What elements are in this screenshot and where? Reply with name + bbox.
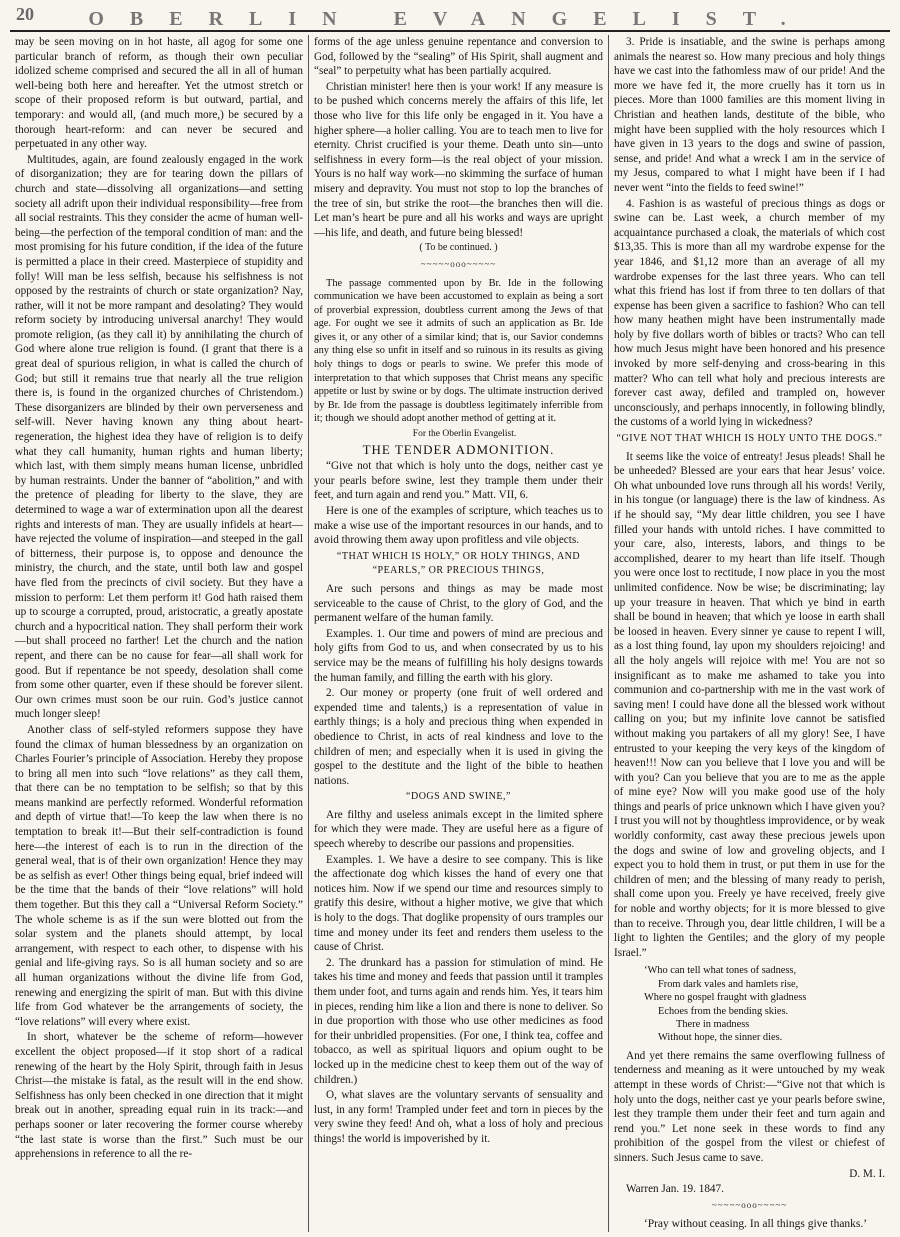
col1-paragraph: may be seen moving on in hot haste, all agog for some one particular branch of reform, as though their own peculiar idolized scheme comprised and secured the all in all of human well-being both here and hereafter. Yet the utmost stretch or scope of their proposed reform is but outward, partial, and temporary: and would all, (and much more,) be secured by a thorough heart-reform: and can never be secured and perpetuated in any other way. bbox=[15, 36, 303, 151]
poem-line: There in madness bbox=[676, 1019, 750, 1031]
col1-paragraph: Multitudes, again, are found zealously engaged in the work of disorganization; they are for tearing down the pillars of church and state—dissolving all organizations—and setting society all adrift upon their individual responsibility—free from all social restraints. This they consider the acme of human well-being—the perfection of the temporal condition of man: and the most promising for his future condition, if the idea of the future is permitted a place in their creed. Masterpiece of stupidity and folly! Will man be less selfish, because his selfishness is not opposed by the restraints of church or state organization? Nay, rather, will it not be more rampant and desolating? They would reform society by introducing universal anarchy! They would promote religion, (as they call it) by annihilating the church of God where alone true religion is found. (I grant that there is a great deal of spurious religion, in what is called the church of God; but still it remains true that nearly all the true religion there is, is found in the organized churches of Christendom.) These disorganizers are blinded by their own perverseness and self-will. Never having known any thing about heart-regeneration, the highest idea they have of religion is to deify what they call humanity, human rights and human liberty; which last, with them simply means human license, unbridled by human restraints. Under the banner of “abolition,” and with the pretence of pleading for liberty to the slave, they are determined to wage a war of extermination upon all the dearest rights and interests of man. They are usually infidels at heart—have rejected the volume of inspiration—and steeped in the gall of bitterness, their purpose is, to oppose and denounce the ministry, the church, and the state, until both law and gospel have fled from the precincts of civil society. But they have a mission to perform: Let them perform it! God hath raised them up to scourge a corrupted, proud, aristocratic, a greatly apostate church and a hypocritical nation. They shall perform their work—but shall proceed no farther! Let the church and the nation repent, and there can be no cause for fear—all shall work for good. But if repentance be not speedy, desolation shall come from some other quarter, even if these should be forever silent. Our own crimes must soon be our ruin. God’s justice cannot much longer sleep! bbox=[15, 153, 303, 721]
col2-paragraph: Are such persons and things as may be made most serviceable to the cause of Christ, to the glory of God, and the permanent welfare of the human family. bbox=[314, 582, 603, 625]
masthead bbox=[10, 6, 890, 32]
col1-paragraph: Another class of self-styled reformers suppose they have found the climax of human blessedness by an organization on Charles Fourier’s principle of Association. Hereby they propose to bring all men into such “love relations” as they call them, that there can be no temptation to be selfish; so that by this means mankind are perfectly reformed. Wonderful reformation and depth of virtue that!—To keep the law when there is no temptation to break it!—But their self-contradiction is found here—the interest of each is to run in the direction of the general weal, that is of their own organization! Hence they may be as selfish as ever! Other things being equal, brief indeed will be the time that the bands of their “love relations” will hold them together. But this they call a “Universal Reform Society.” The whole scheme is as if the sun were blotted out from the solar system and the planets should attempt, by local arrangement, with respect to each other, to dispense with his genial and life-giving rays. So is all human society and so are all human organizations without the divine life from God, renewing and energizing the spirit of man. But with this divine life from God whatever be the arrangements of society, the “love relations” will every where exist. bbox=[15, 723, 303, 1028]
dateline: Warren Jan. 19. 1847. bbox=[626, 1183, 724, 1196]
masthead-title: OBERLIN EVANGELIST. bbox=[88, 8, 812, 30]
column-2 bbox=[308, 35, 608, 1232]
col2-paragraph: Here is one of the examples of scripture, which teaches us to make a wise use of the important resources in our hands, and to avoid throwing them away upon profitless and vile objects. bbox=[314, 505, 603, 547]
col2-paragraph: Christian minister! here then is your work! If any measure is to be pushed which concerns merely the affairs of this life, let those who live for this life only be engaged in it. You have a higher sphere—a holier calling. You are to teach men to live for eternity. Christ crucified is your theme. Death unto sin—unto selfishness in every form—is the real object of your mission. Yours is no half way work—no skimming the surface of human misery and depravity. You must not stop to lop the branches of the tree of sin, but strike the root—the branches then will die. Let man’s heart be pure and all his works and ways are upright—his life, and death, and future being blessed! bbox=[314, 80, 603, 239]
section-divider: ~~~~~ooo~~~~~ bbox=[420, 258, 497, 269]
article-credit: For the Oberlin Evangelist. bbox=[412, 429, 517, 440]
col2-paragraph: Are filthy and useless animals except in the limited sphere for which they were made. They are useful here as a figure of speech whereby to describe our passions and propensities. bbox=[314, 808, 603, 851]
poem-line: From dark vales and hamlets rise, bbox=[658, 978, 799, 990]
column-1 bbox=[10, 35, 308, 1232]
closing-motto: ‘Pray without ceasing. In all things give thanks.’ bbox=[643, 1218, 868, 1231]
col2-paragraph: 2. Our money or property (one fruit of well ordered and expended time and talents,) is a representation of value in earthly things; is a holy and precious thing when expended in obedience to Christ, in acts of real kindness and love to the children of men; and especially when it is used in giving the gospel to the destitute and the light of the bible to heathen nations. bbox=[314, 687, 603, 787]
col2-paragraph: Examples. 1. Our time and powers of mind are precious and holy gifts from God to us, and when consecrated by us to his service may be the means of fulfilling his holy designs towards the human family, and filling the earth with his glory. bbox=[314, 627, 603, 684]
col1-paragraph: In short, whatever be the scheme of reform—however excellent the object proposed—if it stop short of a radical renewing of the heart by the Holy Spirit, through faith in Jesus Christ—the mistake is fatal, as the result will in the end show. Selfishness has only been checked in one direction that it might break out in another, spreading equal ruin in its track:—and perhaps sooner or later recovering the former course whereby “the last state is worse than the first.” Such must be our apprehensions in reference to all the re- bbox=[15, 1031, 303, 1161]
poem-line: Echoes from the bending skies. bbox=[658, 1005, 789, 1017]
col3-paragraph: It seems like the voice of entreaty! Jesus pleads! Shall he be unheeded? Blessed are your ears that hear Jesus’ voice. Oh what unbounded love runs through all his words! Verily, in his tongue (or language) there is the law of kindness. As if he should say, “My dear little children, you see I have filled your hands with untold riches. I have committed to your care, also, interests, labors, and things to be accomplished, dearer to my heart than life itself. Though you were once lost to rectitude, I now place in you the most unlimited confidence. Now be wise; be discriminating; lay up your treasure in heaven. That which ye bind in earth shall be bound in heaven; that which ye loose in earth shall be loosed in heaven. Every sinner ye cause to repent I will, as a lost thing found, lay upon my shoulders rejoicing! and all the holy angels will rejoice with me! You are not so insignificant as to make me ashamed to take you into communion and co-partnership with me in the vast work of saving men! I could have done all the blessed work without calling on you; but my infinite love cannot be satisfied without making you partakers of all my glory! See, I have entrusted to your keeping the very keys of the kingdom of heaven!!! Now can you believe that I love you and will be with you? Can you believe that you are to me as the apple of mine eye? Now will you make good use of the holy things and pearls of price unknown which I have given you? I trust you will not by thoughtless improvidence, or by weak worldly conformity, cast away these precious jewels upon the dogs and swine of low and groveling objects, and I expect you to hold them in trust, or put them in use for the children of men; and the blessing of many ready to perish, shall come upon you. Freely ye have received, freely give for noble and worthy objects; for it is more blessed to give than to receive. Through you, dear little children, I will be a light to lighten the Gentiles; and the glory of my people Israel.” bbox=[614, 450, 885, 959]
col3-paragraph: 3. Pride is insatiable, and the swine is perhaps among animals the nearest so. How many precious and holy things have we cast into the fathomless maw of our pride! And the more we have fed it, the more cruelly has it torn us in pieces. More than 1000 families are this moment living in Christian and heathen lands, destitute of the bible, who might have been supplied with the holy resources which I have given in 13 years to the dogs and swine of passion, sense, and pride! And what a wreck I am in the service of my Jesus, compared to what I might have been if I had never went “into the fields to feed swine!” bbox=[614, 36, 885, 194]
poem bbox=[614, 964, 885, 1044]
columns bbox=[10, 35, 890, 1232]
col3-paragraph: 4. Fashion is as wasteful of precious things as dogs or swine can be. Last week, a church member of my acquaintance purchased a cloak, the materials of which cost $13,35. This is more than all my wardrobe expense for the year 1846, and $1,12 more than an average of all my wardrobe expenses for the last three years. Who can tell what this friend has lost if from three to ten dollars of that expense has been given a sacrifice to fashion? Who can tell how many heathen might have been instrumentally made holy by five dollars worth of bibles or tracts? Who can tell how much Jesus might have been honored and his presence invoked by more self-denying and cross-bearing in this matter? Who can tell what holy and precious interests are forever cast away, defiled and trampled on, however unconsciously, and perhaps innocently, in following blindly, the customs of a world lying in wickedness? bbox=[614, 197, 885, 429]
column-3 bbox=[608, 35, 890, 1232]
quote-heading: “GIVE NOT THAT WHICH IS HOLY UNTO THE DOGS.” bbox=[616, 433, 883, 445]
col2-paragraph: “Give not that which is holy unto the dogs, neither cast ye your pearls before swine, lest they trample them under their feet, and turn again and rend you.” Matt. VII, 6. bbox=[314, 460, 603, 502]
editorial-intro: The passage commented upon by Br. Ide in the following communication we have been accustomed to explain as being a sort of proverbial expression, doubtless current among the Jews of that age. For ought we see it admits of such an application as Br. Ide gives it, or any other of a similar kind; that is, our Savior condemns any thing else so unfit in itself and so ruinous in its results as giving holy things to dogs or pearls to swine. We prefer this mode of interpretation to that which supposes that Christ means any specific appetite or lust by swine or by dogs. The ultimate instruction derived by Br. Ide from the passage is doubtless legitimately inferrible from it; though we should adopt another method of getting at it. bbox=[314, 277, 603, 425]
to-be-continued: ( To be continued. ) bbox=[419, 242, 498, 254]
col2-paragraph: 2. The drunkard has a passion for stimulation of mind. He takes his time and money and feeds that passion until it tramples them under foot, and turns again and rends him. Yes, it tears him in pieces, rending him like a lion and there is none to deliver. So in due proportion with those who use other medicines as food for their unbridled propensities. (For one, I think tea, coffee and tobacco, as well as spiritual liquors and opium ought to be locked up in the medicine chest to keep them out of the way of children.) bbox=[314, 956, 603, 1086]
section-divider: ~~~~~ooo~~~~~ bbox=[711, 1199, 788, 1210]
col3-paragraph: And yet there remains the same overflowing fullness of tenderness and meaning as it were untouched by my weak attempt in these words of Christ:—“Give not that which is holy unto the dogs, neither cast ye your pearls before swine, lest they trample them under their feet and turn again and rend you.” Let none seek in these words to find any prohibition of the gospel from the vilest or chiefest of sinners. Such Jesus came to save. bbox=[614, 1049, 885, 1164]
signature-line bbox=[614, 1167, 885, 1182]
article-heading: THE TENDER ADMONITION. bbox=[362, 441, 555, 457]
signature: D. M. I. bbox=[849, 1167, 885, 1180]
col2-paragraph: Examples. 1. We have a desire to see company. This is like the affectionate dog which kisses the hand of every one that notices him. Now if we spend our time and resources simply to gratify this desire, without a higher motive, we give that which is holy to the dogs. That doglike propensity of ours tramples our time and money under its feet and renders them useless to the cause of Christ. bbox=[314, 853, 603, 954]
subheading-dogs-swine: “DOGS AND SWINE,” bbox=[406, 791, 511, 803]
col2-paragraph: forms of the age unless genuine repentance and conversion to God, followed by the “sealing” of His Spirit, shall augment and “seal” to perpetuity what has been partially acquired. bbox=[314, 36, 603, 78]
poem-line: Where no gospel fraught with gladness bbox=[644, 992, 807, 1004]
poem-line: ‘Who can tell what tones of sadness, bbox=[644, 965, 797, 977]
col2-paragraph: O, what slaves are the voluntary servants of sensuality and lust, in any form! Trampled under feet and torn in pieces by the very swine they feed! And oh, what a loss of holy and precious things! the world is impoverished by it. bbox=[314, 1089, 603, 1145]
page-number: 20 bbox=[16, 4, 34, 24]
poem-line: Without hope, the sinner dies. bbox=[658, 1032, 783, 1044]
subheading-holy-things: “THAT WHICH IS HOLY,” OR HOLY THINGS, AND “PEARLS,” OR PRECIOUS THINGS, bbox=[336, 550, 581, 577]
